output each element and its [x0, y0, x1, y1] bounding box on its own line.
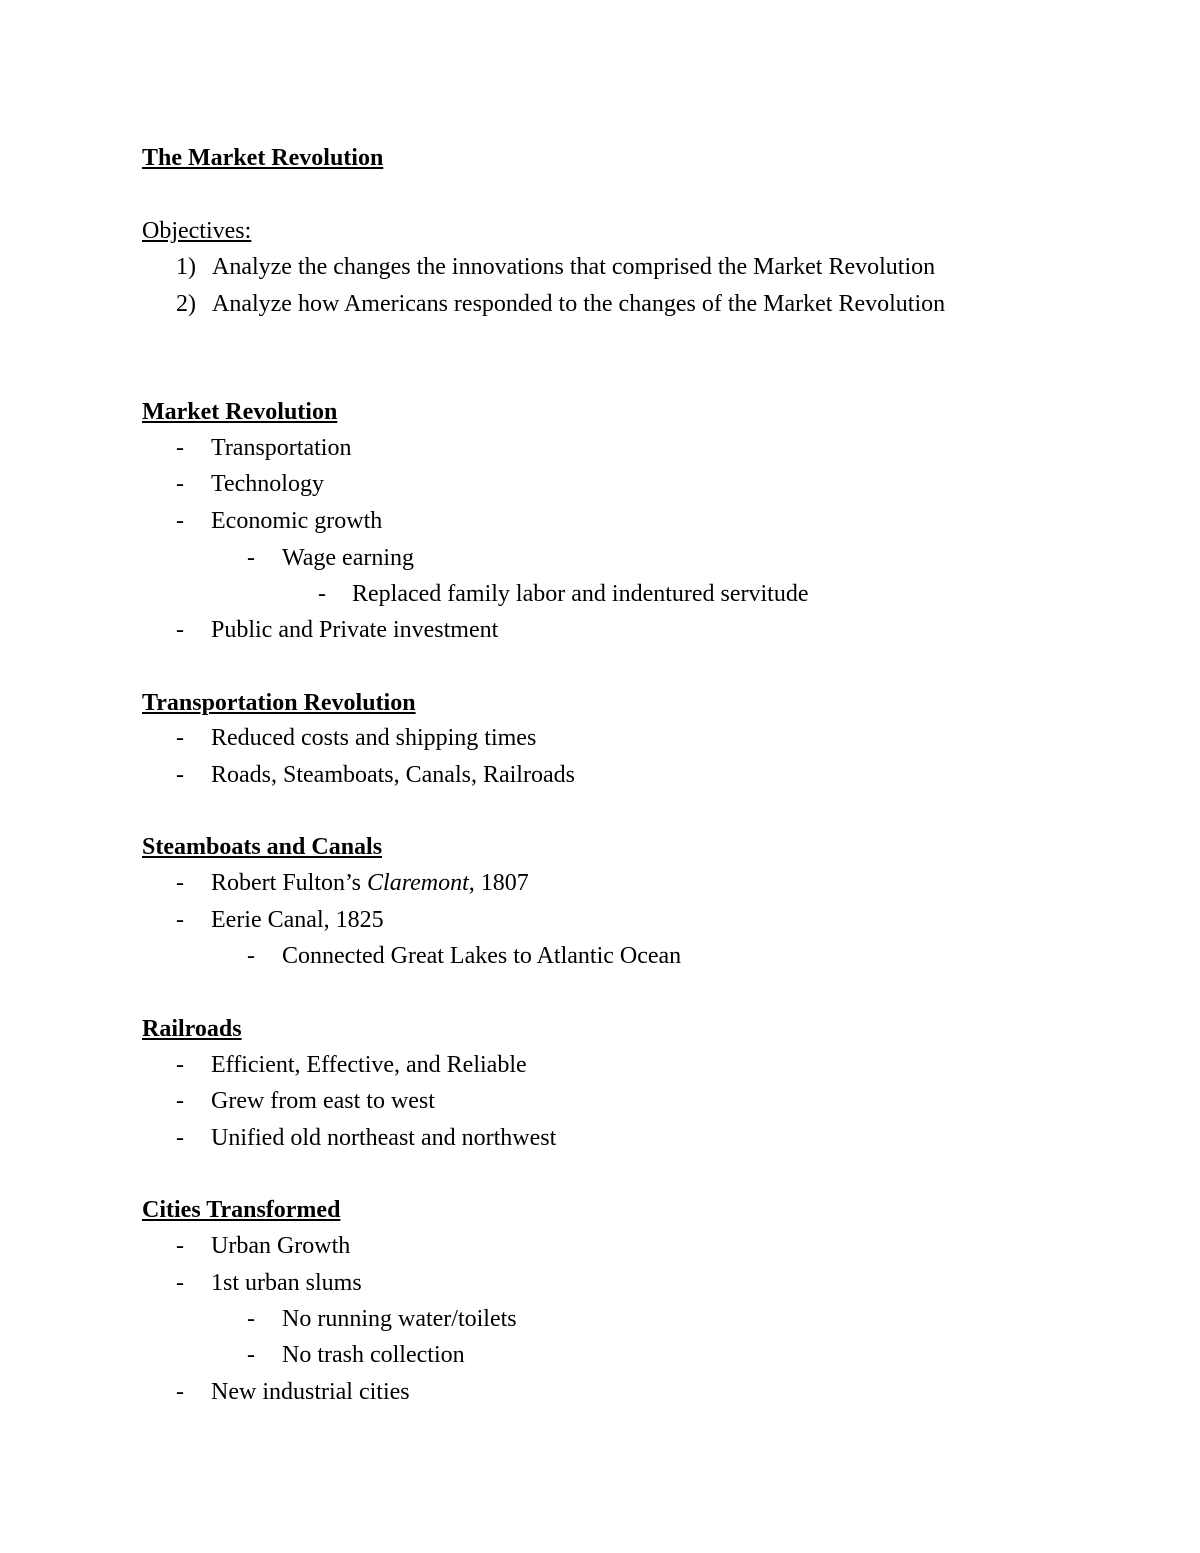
list-item — [0, 469, 1200, 499]
document-title: The Market Revolution — [142, 145, 384, 171]
bullet-dash: - — [247, 1342, 255, 1368]
list-item-text: Grew from east to west — [211, 1088, 435, 1114]
list-item — [0, 615, 1200, 645]
list-item — [0, 868, 1200, 898]
bullet-dash: - — [176, 1088, 184, 1114]
objective-text: Analyze the changes the innovations that comprised the Market Revolution — [212, 254, 936, 280]
ship-name: Claremont — [367, 870, 469, 896]
bullet-dash: - — [176, 907, 184, 933]
section-heading-cities-transformed: Cities Transformed — [142, 1197, 341, 1223]
list-item-text: Technology — [211, 471, 324, 497]
list-item — [0, 1123, 1200, 1153]
fulton-suffix: , 1807 — [468, 870, 529, 896]
list-item-text: Unified old northeast and northwest — [211, 1125, 557, 1151]
list-item-text — [211, 868, 529, 898]
bullet-dash: - — [176, 725, 184, 751]
list-item — [0, 579, 1200, 609]
section-heading-steamboats-and-canals: Steamboats and Canals — [142, 834, 383, 860]
list-item — [0, 905, 1200, 935]
bullet-dash: - — [176, 1125, 184, 1151]
objective-number: 2) — [176, 291, 196, 317]
list-item-text: Urban Growth — [211, 1233, 351, 1259]
bullet-dash: - — [176, 762, 184, 788]
list-item — [0, 1377, 1200, 1407]
fulton-prefix: Robert Fulton’s — [211, 870, 368, 896]
objective-number: 1) — [176, 254, 196, 280]
bullet-dash: - — [176, 1233, 184, 1259]
objective-text: Analyze how Americans responded to the changes of the Market Revolution — [212, 291, 946, 317]
section-heading-market-revolution: Market Revolution — [142, 399, 338, 425]
bullet-dash: - — [176, 508, 184, 534]
list-item-text: Connected Great Lakes to Atlantic Ocean — [282, 943, 682, 969]
list-item — [0, 723, 1200, 753]
list-item-text: Reduced costs and shipping times — [211, 725, 537, 751]
list-item — [0, 941, 1200, 971]
objective-item — [176, 252, 935, 282]
list-item — [0, 1050, 1200, 1080]
list-item-text: Efficient, Effective, and Reliable — [211, 1052, 527, 1078]
list-item — [0, 1340, 1200, 1370]
list-item-text: Roads, Steamboats, Canals, Railroads — [211, 762, 575, 788]
list-item — [0, 1086, 1200, 1116]
list-item-text: No trash collection — [282, 1342, 465, 1368]
list-item-text: Replaced family labor and indentured servitude — [352, 581, 809, 607]
list-item-text: Eerie Canal, 1825 — [211, 907, 384, 933]
objective-item — [176, 289, 945, 319]
bullet-dash: - — [318, 581, 326, 607]
bullet-dash: - — [176, 870, 184, 896]
bullet-dash: - — [247, 545, 255, 571]
bullet-dash: - — [247, 943, 255, 969]
list-item — [0, 506, 1200, 536]
list-item — [0, 1304, 1200, 1334]
bullet-dash: - — [247, 1306, 255, 1332]
list-item-text: Wage earning — [282, 545, 414, 571]
list-item-text: Public and Private investment — [211, 617, 499, 643]
list-item — [0, 433, 1200, 463]
list-item — [0, 543, 1200, 573]
list-item-text: No running water/toilets — [282, 1306, 517, 1332]
bullet-dash: - — [176, 471, 184, 497]
list-item-text: New industrial cities — [211, 1379, 410, 1405]
bullet-dash: - — [176, 1052, 184, 1078]
bullet-dash: - — [176, 1379, 184, 1405]
section-heading-transportation-revolution: Transportation Revolution — [142, 690, 416, 716]
objectives-heading: Objectives: — [142, 218, 252, 244]
list-item — [0, 760, 1200, 790]
section-heading-railroads: Railroads — [142, 1016, 242, 1042]
list-item — [0, 1231, 1200, 1261]
bullet-dash: - — [176, 617, 184, 643]
bullet-dash: - — [176, 435, 184, 461]
list-item-text: 1st urban slums — [211, 1270, 362, 1296]
bullet-dash: - — [176, 1270, 184, 1296]
list-item-text: Economic growth — [211, 508, 383, 534]
list-item-text: Transportation — [211, 435, 352, 461]
list-item — [0, 1268, 1200, 1298]
